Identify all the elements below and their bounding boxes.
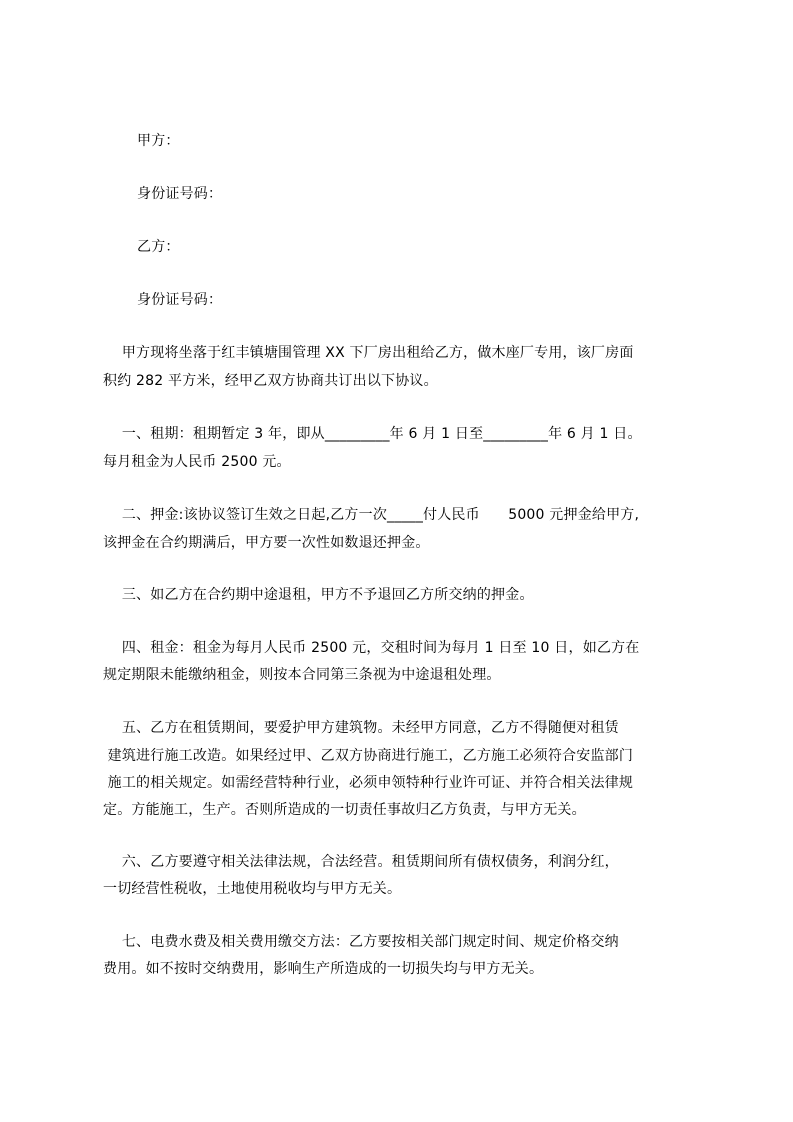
clause-6-line: 一切经营性税收，土地使用税收均与甲方无关。 <box>103 881 402 897</box>
party-b-label: 乙方： <box>137 239 180 255</box>
intro-line: 积约 282 平方米，经甲乙双方协商共订出以下协议。 <box>103 373 438 389</box>
clause-2-line: 二、押金:该协议签订生效之日起,乙方一次_____付人民币 5000 元押金给甲方, <box>103 507 640 523</box>
clause-2-line: 该押金在合约期满后，甲方要一次性如数退还押金。 <box>103 535 430 551</box>
party-b-id-label: 身份证号码： <box>137 292 223 308</box>
party-a-label: 甲方： <box>137 133 180 149</box>
clause-4-line: 四、租金：租金为每月人民币 2500 元，交租时间为每月 1 日至 10 日，如乙方在 <box>103 640 640 656</box>
clause-1-line: 一、租期：租期暂定 3 年，即从_________年 6 月 1 日至_________年 6 月 1 日。 <box>103 426 642 442</box>
clause-5-line: 施工的相关规定。如需经营特种行业，必须申领特种行业许可证、并符合相关法律规 <box>103 775 634 791</box>
clause-4-line: 规定期限未能缴纳租金，则按本合同第三条视为中途退租处理。 <box>103 667 501 683</box>
clause-3-line: 三、如乙方在合约期中途退租，甲方不予退回乙方所交纳的押金。 <box>103 587 534 603</box>
clause-7-line: 七、电费水费及相关费用缴交方法：乙方要按相关部门规定时间、规定价格交纳 <box>103 934 619 950</box>
intro-line: 甲方现将坐落于红丰镇塘围管理 XX 下厂房出租给乙方，做木座厂专用，该厂房面 <box>103 345 634 361</box>
clause-6-line: 六、乙方要遵守相关法律法规，合法经营。租赁期间所有债权债务，利润分红， <box>103 854 619 870</box>
clause-5-line: 建筑进行施工改造。如果经过甲、乙双方协商进行施工，乙方施工必须符合安监部门 <box>103 748 634 764</box>
clause-7-line: 费用。如不按时交纳费用，影响生产所造成的一切损失均与甲方无关。 <box>103 961 544 977</box>
clause-5-line: 五、乙方在租赁期间，要爱护甲方建筑物。未经甲方同意，乙方不得随便对租赁 <box>103 720 619 736</box>
party-a-id-label: 身份证号码： <box>137 186 223 202</box>
clause-5-line: 定。方能施工，生产。否则所造成的一切责任事故归乙方负责，与甲方无关。 <box>103 802 586 818</box>
clause-1-line: 每月租金为人民币 2500 元。 <box>103 454 291 470</box>
